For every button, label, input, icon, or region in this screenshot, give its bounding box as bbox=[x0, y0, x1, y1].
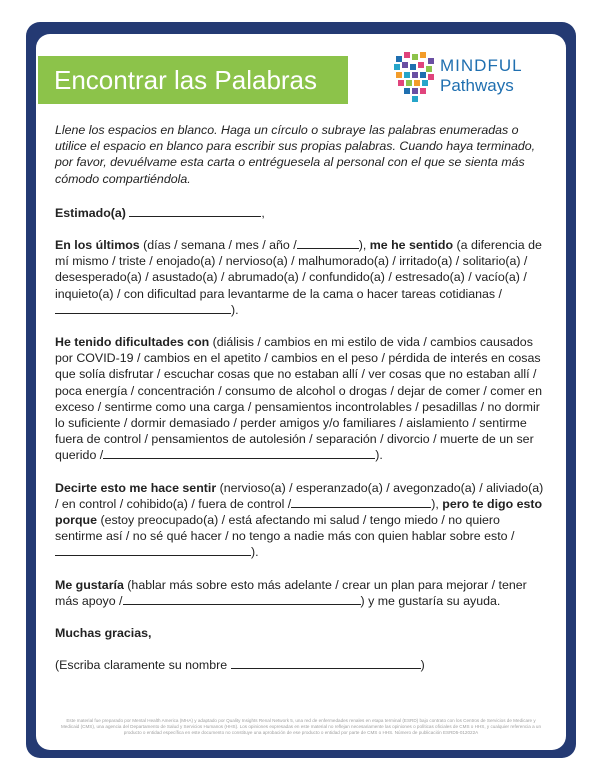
difficulties-blank[interactable] bbox=[103, 447, 375, 459]
sharing-paragraph: Decirte esto me hace sentir (nervioso(a) / esperanzado(a) / avegonzado(a) / aliviado(a) / en control / cohibido(a) / fuera de control / ), pero te digo esto porque (estoy preocupado(a) / está afectando mi salud / tengo miedo / no quiero sentirme así / no sé qué hacer / no tengo a nadie más con quien hablar sobre esto /). bbox=[55, 480, 544, 560]
reason-blank[interactable] bbox=[55, 544, 251, 556]
disclaimer-footer: Este material fue preparado por Mental Health America (MHA) y adaptado por Quality Insights Renal Network 5, una red de enfermedades renales en etapa terminal (ESRD) bajo contrato con los Centros de Servicios de Medicare y Medicaid (CMS), una agencia del Departamento de Salud y Servicios Humanos (HHS). Los opiniones expresadas en este material no reflejan necesariamente las opiniones o políticas oficiales de CMS o HHS, y cualquier referencia a un producto o entidad específica en este documento no constituye una aprobación de ese producto o entidad por parte de CMS o HHS. Número de publicación ESRD5-012022A bbox=[60, 718, 542, 735]
instructions: Llene los espacios en blanco. Haga un círculo o subraye las palabras enumeradas o utilice el espacio en blanco para escribir sus propias palabras. Cuando haya terminado, por favor, devuélvame esta carta o entréguesela al personal con el que se sienta más cómodo compartiéndola. bbox=[55, 123, 536, 186]
closing: Muchas gracias, bbox=[55, 626, 152, 641]
name-line: (Escriba claramente su nombre ) bbox=[55, 658, 425, 673]
worksheet-body bbox=[55, 122, 547, 689]
feelings-paragraph: En los últimos (días / semana / mes / año / ), me he sentido (a diferencia de mí mismo / triste / enojado(a) / nervioso(a) / malhumorado(a) / irritado(a) / solitario(a) / desesperado(a) / asustado(a) / abrumado(a) / confundido(a) / estresado(a) / vacío(a) / inquieto(a) / con dificultad para levantarme de la cama o hacer tareas cotidianas /). bbox=[55, 238, 542, 317]
timeframe-blank[interactable] bbox=[297, 237, 359, 249]
name-blank[interactable] bbox=[231, 657, 421, 669]
page-title: Encontrar las Palabras bbox=[38, 56, 348, 104]
mindful-pathways-logo bbox=[392, 50, 542, 110]
difficulties-paragraph: He tenido dificultades con (diálisis / cambios en mi estilo de vida / cambios causados por COVID-19 / cambios en el apetito / cambios en el peso / pérdida de interés en cosas que solía disfrutar / escuchar cosas que no estaban allí / ver cosas que no estaban allí / poca energía / concentración / consumo de alcohol o drogas / dejar de comer / comer en exceso / sentirme como una carga / pensamientos incontrolables / pesadillas / no dormir lo suficiente / dormir demasiado / perder amigos y/o familiares / aislamiento / sentirme fuera de control / pensamientos de autolesión / separación / divorcio / muerte de un ser querido / ). bbox=[55, 335, 542, 463]
recipient-blank[interactable] bbox=[129, 205, 261, 217]
logo-text-mindful: MINDFUL bbox=[440, 56, 523, 75]
request-blank[interactable] bbox=[123, 593, 361, 605]
greeting-line: Estimado(a) , bbox=[55, 205, 265, 220]
brain-mosaic-icon bbox=[392, 50, 438, 106]
sharing-feeling-blank[interactable] bbox=[291, 496, 431, 508]
feelings-blank[interactable] bbox=[55, 302, 231, 314]
logo-text-pathways: Pathways bbox=[440, 76, 514, 95]
request-paragraph: Me gustaría (hablar más sobre esto más adelante / crear un plan para mejorar / tener más apoyo / ) y me gustaría su ayuda. bbox=[55, 577, 527, 608]
greeting-label: Estimado(a) bbox=[55, 205, 126, 220]
